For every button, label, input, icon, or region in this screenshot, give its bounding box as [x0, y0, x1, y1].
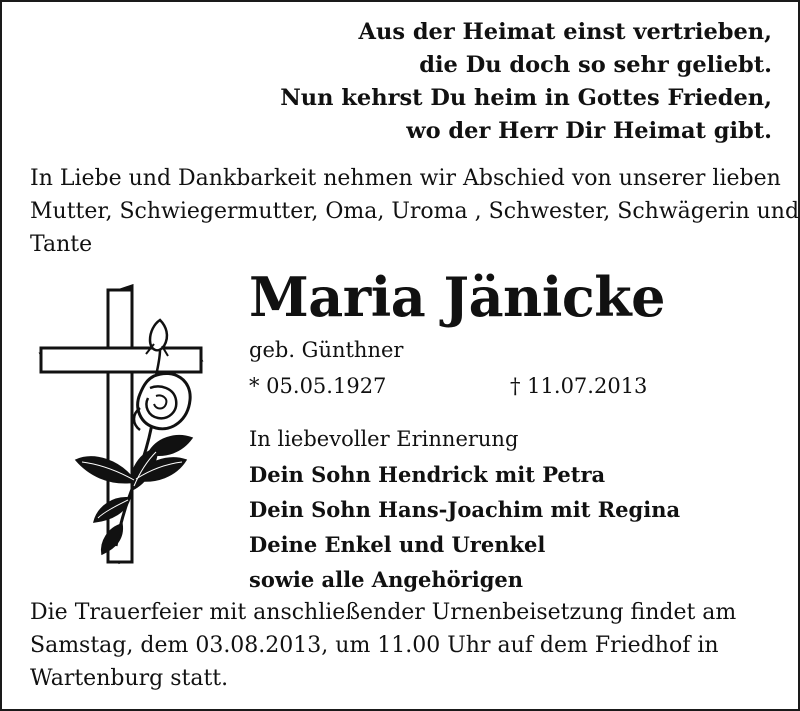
mourners-list [249, 422, 680, 597]
farewell-line: Tante [30, 232, 93, 257]
deceased-name: Maria Jänicke [249, 265, 665, 329]
birth-date: * 05.05.1927 [249, 374, 387, 398]
funeral-info [30, 596, 780, 695]
death-date: † 11.07.2013 [510, 374, 648, 398]
funeral-info-line: Wartenburg statt. [30, 666, 229, 691]
cross-with-rose-icon [36, 284, 211, 569]
farewell-line: Mutter, Schwiegermutter, Oma, Uroma , Schwester, Schwägerin und [30, 199, 800, 224]
farewell-text [30, 162, 800, 261]
poem-line: wo der Herr Dir Heimat gibt. [406, 118, 772, 144]
poem-line: Nun kehrst Du heim in Gottes Frieden, [280, 85, 772, 111]
funeral-info-line: Samstag, dem 03.08.2013, um 11.00 Uhr auf dem Friedhof in [30, 633, 719, 658]
mourner-line: Dein Sohn Hans-Joachim mit Regina [249, 497, 681, 522]
farewell-line: In Liebe und Dankbarkeit nehmen wir Abschied von unserer lieben [30, 166, 781, 191]
funeral-info-line: Die Trauerfeier mit anschließender Urnenbeisetzung findet am [30, 600, 737, 625]
poem [280, 16, 772, 148]
mourner-line: Dein Sohn Hendrick mit Petra [249, 462, 606, 487]
mourner-line: Deine Enkel und Urenkel [249, 532, 546, 557]
maiden-name: geb. Günthner [249, 338, 404, 362]
mourner-line: sowie alle Angehörigen [249, 567, 524, 592]
poem-line: die Du doch so sehr geliebt. [419, 52, 772, 78]
poem-line: Aus der Heimat einst vertrieben, [358, 19, 772, 45]
mourners-heading: In liebevoller Erinnerung [249, 427, 519, 451]
